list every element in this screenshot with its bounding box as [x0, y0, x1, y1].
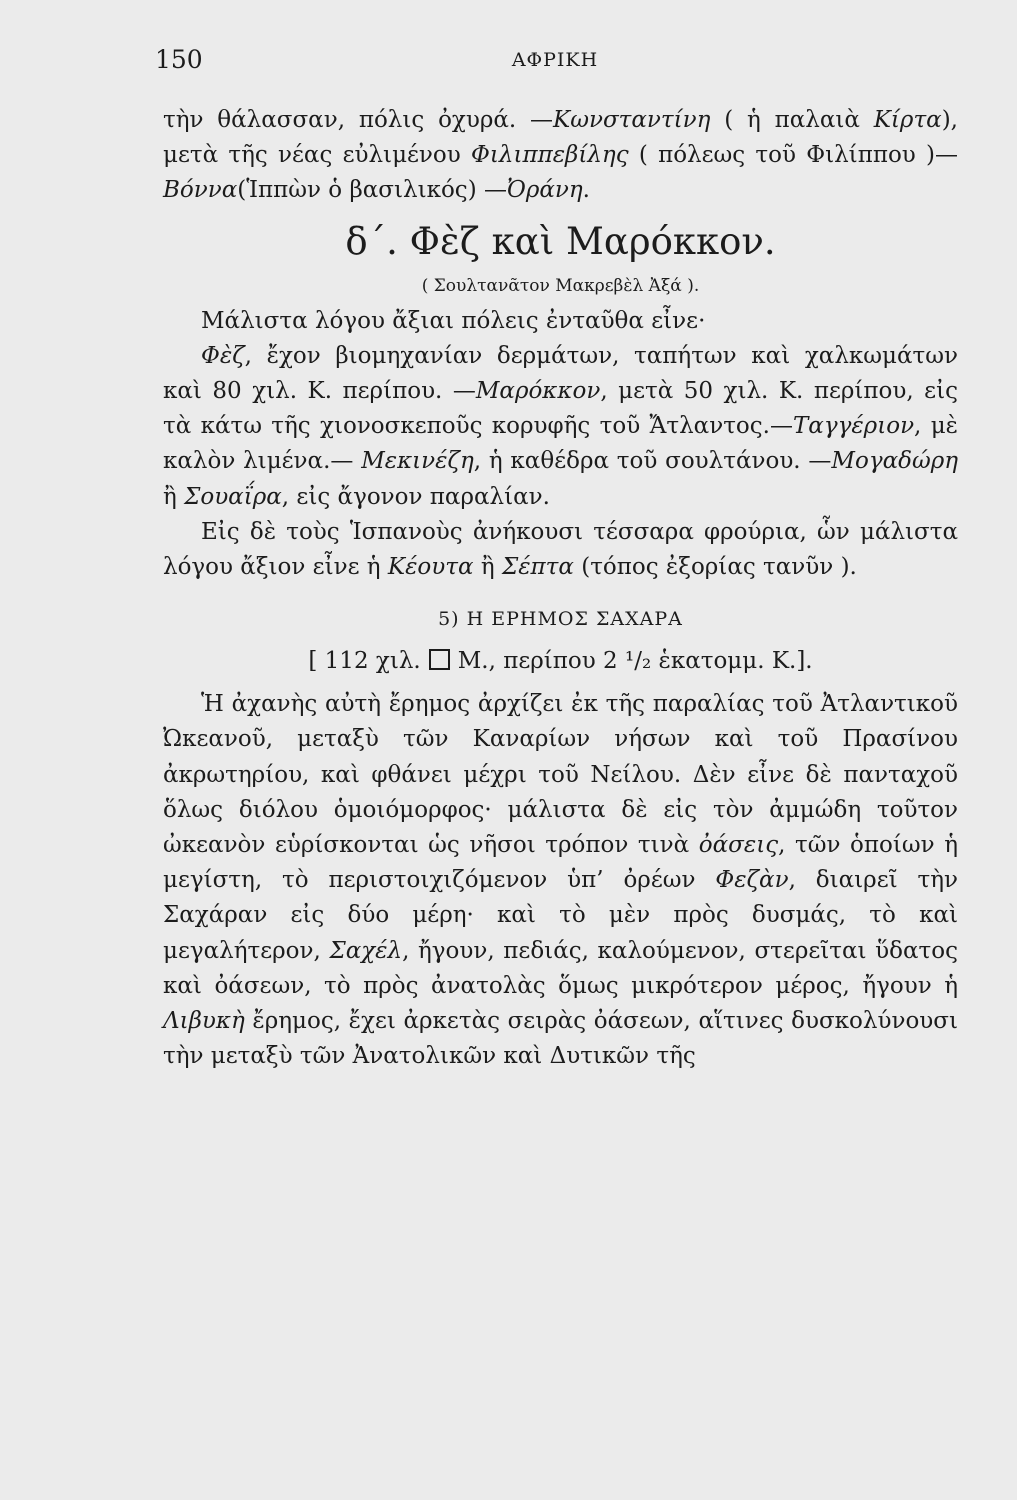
page-body [163, 103, 958, 1074]
paragraph-sahara: Ἡ ἀχανὴς αὐτὴ ἔρημος ἀρχίζει ἐκ τῆς παραλίας τοῦ Ἀτλαντικοῦ Ὠκεανοῦ, μεταξὺ τῶν Καναρίων νήσων καὶ τοῦ Πρασίνου ἀκρωτηρίου, καὶ φθάνει μέχρι τοῦ Νείλου. Δὲν εἶνε δὲ πανταχοῦ ὅλως διόλου ὁμοιόμορφος· μάλιστα δὲ εἰς τὸν ἀμμώδη τοῦτον ὠκεανὸν εὑρίσκονται ὡς νῆσοι τρόπον τινὰ ὀάσεις, τῶν ὁποίων ἡ μεγίστη, τὸ περιστοιχιζόμενον ὑπ’ ὀρέων Φεζὰν, διαιρεῖ τὴν Σαχάραν εἰς δύο μέρη· καὶ τὸ μὲν πρὸς δυσμάς, τὸ καὶ μεγαλήτερον, Σαχέλ, ἤγουν, πεδιάς, καλούμενον, στερεῖται ὕδατος καὶ ὀάσεων, τὸ πρὸς ἀνατολὰς ὅμως μικρότερον μέρος, ἤγουν ἡ Λιβυκὴ ἔρημος, ἔχει ἀρκετὰς σειρὰς ὀάσεων, αἵτινες δυσκολύνουσι τὴν μεταξὺ τῶν Ἀνατολικῶν καὶ Δυτικῶν τῆς [163, 691, 958, 1070]
square-symbol-icon [429, 649, 450, 670]
paragraph-intro: Μάλιστα λόγου ἄξιαι πόλεις ἐνταῦθα εἶνε· [201, 307, 706, 334]
running-title: ΑΦΡΙΚΗ [511, 49, 599, 71]
paragraph-algeria-cities: τὴν θάλασσαν, πόλις ὀχυρά. —Κωνσταντίνη ( ἡ παλαιὰ Κίρτα), μετὰ τῆς νέας εὐλιμένου Φιλιππεβίλης ( πόλεως τοῦ Φιλίππου )— Βόννα(Ἱππὼν ὁ βασιλικός) —Ὀράνη. [163, 107, 958, 204]
page-number: 150 [155, 45, 203, 74]
paragraph-morocco-cities: Φὲζ, ἔχον βιομηχανίαν δερμάτων, ταπήτων καὶ χαλκωμάτων καὶ 80 χιλ. Κ. περίπου. —Μαρόκκον, μετὰ 50 χιλ. Κ. περίπου, εἰς τὰ κάτω τῆς χιονοσκεποῦς κορυφῆς τοῦ Ἄτλαντος.—Ταγγέριον, μὲ καλὸν λιμένα.— Μεκινέζη, ἡ καθέδρα τοῦ σουλτάνου. —Μογαδώρη ἢ Σουαΐρα, εἰς ἄγονον παραλίαν. [163, 342, 959, 510]
paragraph-spanish-forts: Εἰς δὲ τοὺς Ἱσπανοὺς ἀνήκουσι τέσσαρα φρούρια, ὧν μάλιστα λόγου ἄξιον εἶνε ἡ Κέουτα ἢ Σέπτα (τόπος ἐξορίας τανῦν ). [163, 518, 958, 581]
section-subtitle: ( Σουλτανᾶτον Μακρεβὲλ Ἀξά ). [421, 275, 700, 296]
subsection-title: 5) Η ΕΡΗΜΟΣ ΣΑΧΑΡΑ [438, 608, 683, 631]
area-statistics: [ 112 χιλ. Μ., περίπου 2 ¹/₂ ἑκατομμ. Κ.]. [308, 648, 813, 675]
section-title: δ΄. Φὲζ καὶ Μαρόκκον. [345, 219, 776, 263]
page-header [155, 45, 955, 85]
